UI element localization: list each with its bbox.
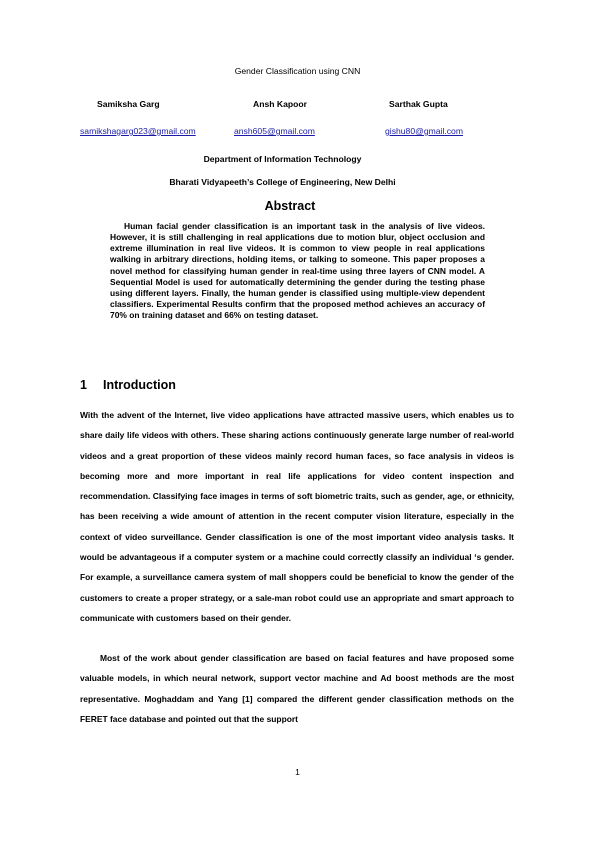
abstract-heading: Abstract [264,199,316,213]
abstract-text: Human facial gender classification is an important task in the analysis of live videos. However, it is still challenging in real applications due to motion blur, object occlusion and extreme illumination in real live videos. It is common to view people in real applications walking in arbitrary directions, holding items, or talking to someone. This paper proposes a novel method for classifying human gender in real-time using three layers of CNN model. A Sequential Model is used for automatically determining the gender during the testing phase using different layers. Finally, the human gender is classified using multiple-view dependent classifiers. Experimental Results confirm that the proposed method achieves an accuracy of 70% on training dataset and 66% on testing dataset. [110,221,485,321]
author-email-link-3[interactable]: gishu80@gmail.com [385,126,463,136]
department: Department of Information Technology [203,154,362,164]
page-number: 1 [295,767,300,777]
author-name-3: Sarthak Gupta [389,99,448,109]
author-name-1: Samiksha Garg [97,99,160,109]
author-name-2: Ansh Kapoor [253,99,307,109]
paper-title: Gender Classification using CNN [234,66,361,76]
author-email-link-1[interactable]: samikshagarg023@gmail.com [80,126,196,136]
section-number: 1 [80,378,87,392]
section-title: Introduction [103,378,176,392]
intro-paragraph-2: Most of the work about gender classification are based on facial features and have proposed some valuable models, in which neural network, support vector machine and Ad boost methods are the most representative. Moghaddam and Yang [1] compared the different gender classification methods on the FERET face database and pointed out that the support [80,653,514,724]
section-heading [80,378,176,392]
author-email-link-2[interactable]: ansh605@gmail.com [234,126,315,136]
intro-paragraph-1: With the advent of the Internet, live video applications have attracted massive users, which enables us to share daily life videos with others. These sharing actions continuously generate large number of real-world videos and a great proportion of these videos mainly record human faces, so face analysis in videos is becoming more and more important in real life applications for video content inspection and recommendation. Classifying face images in terms of soft biometric traits, such as gender, age, or ethnicity, has been receiving a wide amount of attention in the recent computer vision literature, especially in the context of video surveillance. Gender classification is one of the most important video analysis tasks. It would be advantageous if a computer system or a machine could correctly classify an individual ‘s gender. For example, a surveillance camera system of mall shoppers could be beneficial to know the gender of the customers to create a proper strategy, or a sale-man robot could use an appropriate and smart approach to communicate with customers based on their gender. [80,410,514,623]
college: Bharati Vidyapeeth’s College of Engineering, New Delhi [169,177,396,187]
